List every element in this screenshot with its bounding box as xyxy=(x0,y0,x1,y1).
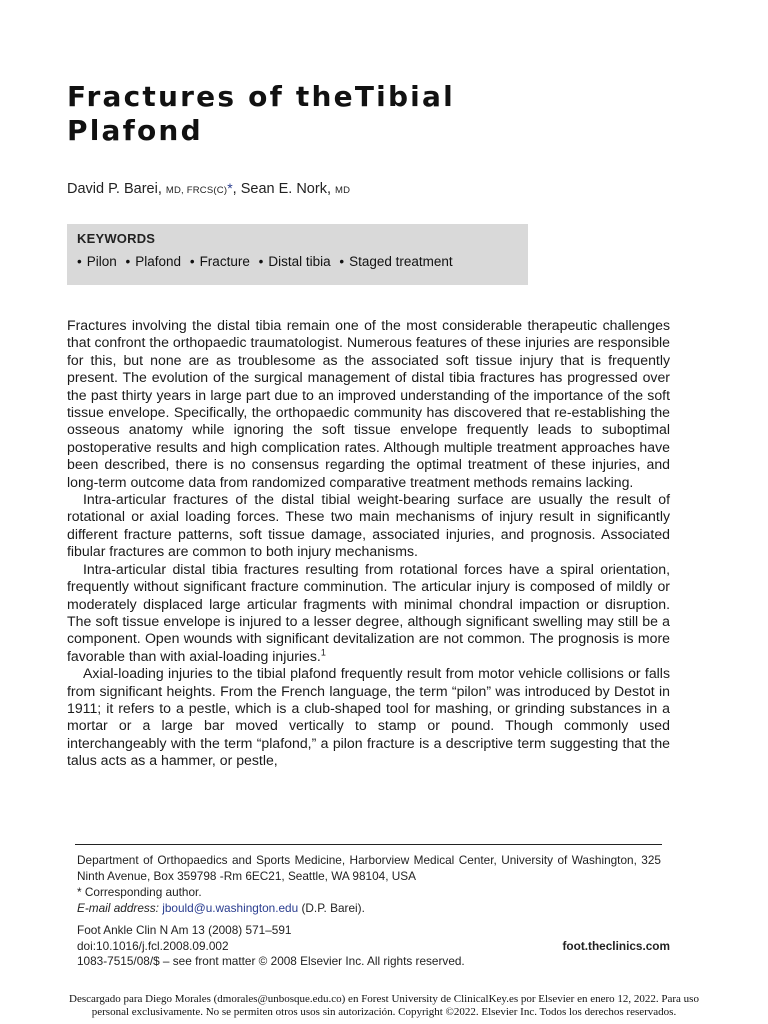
journal-doi[interactable]: doi:10.1016/j.fcl.2008.09.002 xyxy=(77,938,229,953)
affiliation-footnote xyxy=(77,852,661,916)
reference-citation[interactable]: 1 xyxy=(320,647,326,658)
corresponding-author-mark[interactable]: * xyxy=(227,180,233,196)
keywords-box xyxy=(67,224,528,285)
author-name: Sean E. Nork xyxy=(240,181,327,197)
keyword-item: • Pilon xyxy=(77,254,117,269)
download-notice-line-2: personal exclusivamente. No se permiten otros usos sin autorización. Copyright ©2022. Elsevier Inc. Todos los derechos reservados. xyxy=(91,1005,677,1018)
keyword-item: • Fracture xyxy=(185,254,250,269)
author-degrees: MD xyxy=(335,185,351,196)
body-paragraph-text: Intra-articular distal tibia fractures resulting from rotational forces have a spiral orientation, frequently without significant fracture comminution. The articular injury is composed of mildly or moderately displaced large articular fragments with minimal chondral impaction or disruption. The soft tissue envelope is injured to a lesser degree, although significant swelling may still be a component. Open wounds with significant devitalization are not common. The prognosis is more favorable than with axial-loading injuries. xyxy=(67,560,670,664)
body-paragraph: Fractures involving the distal tibia remain one of the most considerable therapeutic challenges that confront the orthopaedic traumatologist. Numerous features of these injuries are responsible for this, but none are as troublesome as the associated soft tissue injury that is frequently present. The evolution of the surgical management of distal tibia fractures has progressed over the past thirty years in large part due to an improved understanding of the importance of the soft tissue envelope. Specifically, the orthopaedic community has discovered that re-establishing the osseous anatomy while ignoring the soft tissue envelope frequently leads to suboptimal postoperative results and high complication rates. Although multiple treatment approaches have been described, there is no consensus regarding the optimal treatment of these injuries, and long-term outcome data from randomized comparative treatment methods remains lacking. xyxy=(67,317,670,490)
affiliation-text: Department of Orthopaedics and Sports Medicine, Harborview Medical Center, University of Washington, 325 Ninth Avenue, Box 359798 -Rm 6EC21, Seattle, WA 98104, USA xyxy=(77,853,661,883)
body-paragraph xyxy=(67,561,670,665)
author-list: David P. Barei, MD, FRCS(C)*, Sean E. Nork, MD xyxy=(67,180,351,197)
article-title xyxy=(67,80,687,148)
body-paragraph: Axial-loading injuries to the tibial plafond frequently result from motor vehicle collisions or falls from significant heights. From the French language, the term “pilon” was introduced by Destot in 1911; it refers to a pestle, which is a club-shaped tool for mashing, or grinding substances in a mortar or a large bar moved vertically to stamp or pound. Though commonly used interchangeably with the term “plafond,” a pilon fracture is a descriptive term suggesting that the talus acts as a hammer, or pestle, xyxy=(67,665,670,769)
keyword-item: • Plafond xyxy=(121,254,182,269)
journal-citation: Foot Ankle Clin N Am 13 (2008) 571–591 xyxy=(77,923,292,937)
corresponding-author-note: * Corresponding author. xyxy=(77,885,202,899)
journal-website[interactable]: foot.theclinics.com xyxy=(562,939,670,953)
article-title-line-1: Fractures of theTibial xyxy=(67,80,455,113)
article-body xyxy=(67,317,670,770)
author-degrees: MD, FRCS(C) xyxy=(165,185,228,196)
author-name: David P. Barei xyxy=(67,181,158,197)
journal-copyright: 1083-7515/08/$ – see front matter © 2008 Elsevier Inc. All rights reserved. xyxy=(77,954,465,968)
email-label: E-mail address: xyxy=(77,901,159,915)
keyword-item: • Staged treatment xyxy=(334,254,452,269)
keywords-heading: KEYWORDS xyxy=(77,231,156,246)
body-paragraph: Intra-articular fractures of the distal tibial weight-bearing surface are usually the result of rotational or axial loading forces. These two main mechanisms of injury result in significantly different fracture patterns, soft tissue damage, associated injuries, and prognosis. Associated fibular fractures are common to both injury mechanisms. xyxy=(67,491,670,560)
email-link[interactable]: jbould@u.washington.edu xyxy=(162,901,299,915)
keywords-list xyxy=(77,254,518,269)
article-title-line-2: Plafond xyxy=(67,114,203,147)
email-suffix: (D.P. Barei). xyxy=(301,901,365,915)
footnote-divider xyxy=(75,844,662,845)
download-notice xyxy=(0,993,768,1018)
download-notice-line-1: Descargado para Diego Morales (dmorales@unbosque.edu.co) en Forest University de ClinicalKey.es por Elsevier en enero 12, 2022. Para uso xyxy=(69,993,699,1005)
email-line xyxy=(77,900,661,916)
keyword-item: • Distal tibia xyxy=(254,254,331,269)
